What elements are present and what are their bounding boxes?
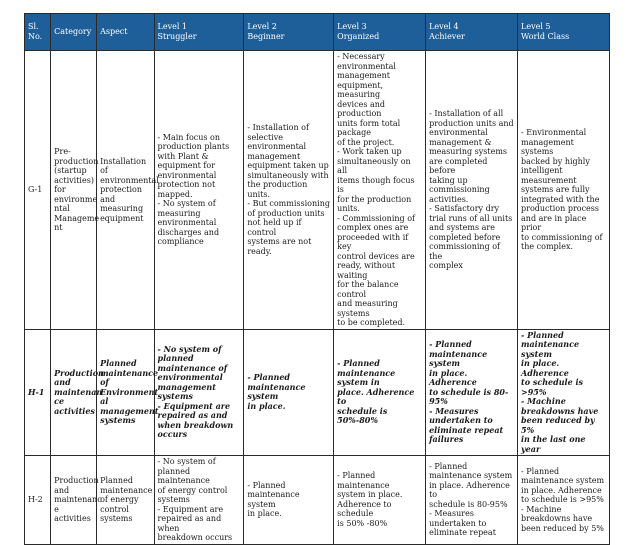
cell-level-5: - Planned maintenance system in place. Adherence to schedule is >95% - Machine breakdowns have been reduced by 5% xyxy=(518,456,610,545)
table-row xyxy=(25,456,610,545)
cell-level-4: - Planned maintenance system in place. Adherence to schedule is 80-95% - Measures undertaken to eliminate repeat xyxy=(426,456,518,545)
cell-category: Production and maintenanc e activities xyxy=(51,456,97,545)
cell-level-1: - No system of planned maintenance of energy control systems - Equipment are repaired as and when breakdown occurs xyxy=(154,456,244,545)
header-sl-no: Sl. No. xyxy=(25,14,51,51)
cell-sl-no: H-1 xyxy=(25,329,51,456)
cell-level-2: - Planned maintenance system in place. xyxy=(244,456,334,545)
cell-level-3: - Planned maintenance system in place. Adherence to schedule is 50% -80% xyxy=(334,456,426,545)
cell-level-2: - Planned maintenance system in place. xyxy=(244,329,334,456)
cell-level-2: - Installation of selective environmental management equipment taken up simultaneously with the production units. - But commissioning of production units not held up if control systems are not ready. xyxy=(244,51,334,330)
header-aspect: Aspect xyxy=(97,14,154,51)
header-category: Category xyxy=(51,14,97,51)
table-row xyxy=(25,329,610,456)
cell-aspect: Planned maintenance of energy control systems xyxy=(97,456,154,545)
cell-sl-no: H-2 xyxy=(25,456,51,545)
cell-category: Production and maintenan ce activities xyxy=(51,329,97,456)
table-header-row xyxy=(25,14,610,51)
table-row xyxy=(25,51,610,330)
cell-sl-no: G-1 xyxy=(25,51,51,330)
header-level-2: Level 2 Beginner xyxy=(244,14,334,51)
cell-aspect: Installation of environmental protection and measuring equipment xyxy=(97,51,154,330)
header-level-1: Level 1 Struggler xyxy=(154,14,244,51)
cell-level-3: - Necessary environmental management equipment, measuring devices and production units form total package of the project. - Work taken up simultaneously on all items though focus is for the production units. - Commissioning of complex ones are proceeded with if key control devices are ready, without waiting for the balance control and measuring systems to be completed. xyxy=(334,51,426,330)
cell-aspect: Planned maintenance of Environment al management systems xyxy=(97,329,154,456)
cell-level-4: - Installation of all production units and environmental management & measuring systems are completed before taking up commissioning activities. - Satisfactory dry trial runs of all units and systems are completed before commissioning of the complex xyxy=(426,51,518,330)
cell-category: Pre- production (startup activities) for environme ntal Manageme nt xyxy=(51,51,97,330)
cell-level-4: - Planned maintenance system in place. Adherence to schedule is 80- 95% - Measures undertaken to eliminate repeat failures xyxy=(426,329,518,456)
header-level-3: Level 3 Organized xyxy=(334,14,426,51)
header-level-5: Level 5 World Class xyxy=(518,14,610,51)
cell-level-3: - Planned maintenance system in place. Adherence to schedule is 50%-80% xyxy=(334,329,426,456)
maturity-level-table xyxy=(24,13,610,545)
cell-level-5: - Planned maintenance system in place. Adherence to schedule is >95% - Machine breakdowns have been reduced by 5% in the last one year xyxy=(518,329,610,456)
cell-level-1: - No system of planned maintenance of environmental management systems - Equipment are repaired as and when breakdown occurs xyxy=(154,329,244,456)
cell-level-5: - Environmental management systems backed by highly intelligent measurement systems are fully integrated with the production process and are in place prior to commissioning of the complex. xyxy=(518,51,610,330)
cell-level-1: - Main focus on production plants with Plant & equipment for environmental protection not mapped. - No system of measuring environmental discharges and compliance xyxy=(154,51,244,330)
header-level-4: Level 4 Achiever xyxy=(426,14,518,51)
